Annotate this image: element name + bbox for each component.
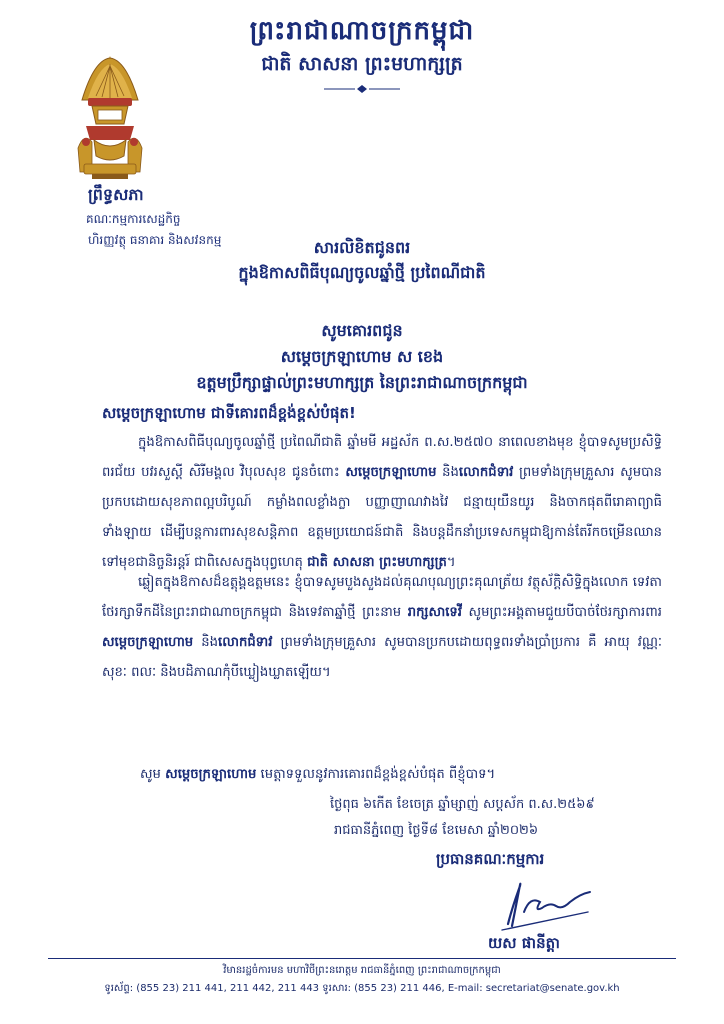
footer-address: វិមានរដ្ឋចំការមន មហាវិថីព្រះនរោត្តម រាជធានីភ្នំពេញ ព្រះរាជាណាចក្រកម្ពុជា [223, 965, 501, 976]
salutation: សម្តេចក្រឡាហោម ជាទីគោរពដ៏ខ្ពង់ខ្ពស់បំផុត! [102, 404, 356, 422]
org-name: ព្រឹទ្ធសភា [88, 185, 144, 204]
paragraph-2-text-d: និង [201, 635, 219, 650]
date-block [330, 792, 670, 844]
paragraph-2-text-e: ព្រមទាំងក្រុមគ្រួសារ សូមបានប្រកបដោយពុទ្ធពរទាំងប្រាំប្រការ គឺ អាយុ វណ្ណៈ សុខៈ ពលៈ និងបដិភាណកុំបីឃ្លៀងឃ្លាតឡើយ។ [102, 635, 663, 680]
paragraph-1-text-e: ។ [446, 555, 456, 570]
date-solar: រាជធានីភ្នំពេញ ថ្ងៃទី៨ ខែមេសា ឆ្នាំ២០២៦ [334, 823, 539, 838]
national-motto: ជាតិ សាសនា ព្រះមហាក្សត្រ [261, 53, 463, 75]
paragraph-2-bold-1: រាក្សសាទេវី [407, 605, 462, 620]
paragraph-2-text-c: សូមព្រះអង្គតាមជួយបីបាច់ថែរក្សាការពារ [468, 605, 662, 620]
committee-name: គណៈកម្មការសេដ្ឋកិច្ច [86, 212, 181, 226]
recipient-intro: សូមគោរពជូន [321, 321, 403, 340]
letter-title-occasion: ក្នុងឱកាសពិធីបុណ្យចូលឆ្នាំថ្មី ប្រពៃណីជាតិ [238, 263, 486, 282]
kingdom-title: ព្រះរាជាណាចក្រកម្ពុជា [249, 16, 475, 46]
footer-divider [48, 958, 676, 959]
paragraph-3 [140, 760, 670, 790]
paragraph-3-text-c: មេត្តាទទួលនូវការគោរពដ៏ខ្ពង់ខ្ពស់បំផុត ពីខ្ញុំបាទ។ [260, 767, 496, 782]
divider-ornament [322, 84, 402, 94]
paragraph-1-bold-1: សម្តេចក្រឡាហោម [345, 465, 437, 480]
paragraph-1-bold-3: ជាតិ សាសនា ព្រះមហាក្សត្រ [307, 555, 447, 570]
paragraph-1-text-c: និង [442, 465, 459, 480]
signer-title: ប្រធានគណៈកម្មការ [436, 850, 545, 868]
recipient-title: ឧត្តមប្រឹក្សាផ្ទាល់ព្រះមហាក្សត្រ នៃព្រះរាជាណាចក្រកម្ពុជា [196, 373, 528, 392]
senate-emblem [74, 52, 146, 180]
signer-name: យស ផានីត្តា [488, 934, 560, 952]
letter-title [0, 236, 724, 286]
paragraph-1-text-d: ព្រមទាំងក្រុមគ្រួសារ សូមបានប្រកបដោយសុខភាពល្អបរិបូណ៍ កម្លាំងពលខ្លាំងក្លា បញ្ញាញាណវាងវៃ ជន្មាយុយឺនយូរ និងចាកផុតពីរោគាព្យាធិទាំងឡាយ ដើម្បីបន្តការពារសុខសន្តិភាព ឧត្តមប្រយោជន៍ជាតិ និងបន្តដឹកនាំប្រទេសកម្ពុជាឱ្យកាន់តែរីកចម្រើនឈានទៅមុខជានិច្ចនិរន្តរ៍ ជាពិសេសក្នុងបុព្វហេតុ [102, 465, 662, 570]
paragraph-1 [102, 428, 662, 578]
paragraph-3-bold: សម្តេចក្រឡាហោម [165, 767, 257, 782]
letter-title-main: សារលិខិតជូនពរ [313, 238, 411, 257]
paragraph-3-text-a: សូម [140, 767, 161, 782]
recipient-block [0, 318, 724, 396]
paragraph-2-bold-3: លោកជំទាវ [218, 635, 273, 650]
paragraph-2-text-a: ឆ្លៀតក្នុងឱកាសដ៏ឧត្តុង្គឧត្តមនេះ ខ្ញុំបាទសូមបួងសួងដល់គុណបុណ្យព្រះគុណត្រ័យ វត្ថុស័ក្តិសិទ្ធិក្នុងលោក ទេវតាថែរក្សាទឹកដីនៃព្រះរាជាណាចក្រកម្ពុជា និងទេវតាឆ្នាំថ្មី ព្រះនាម [102, 575, 662, 620]
paragraph-1-text-a: ក្នុងឱកាសពិធីបុណ្យចូលឆ្នាំថ្មី ប្រពៃណីជាតិ ឆ្នាំមមី អដ្ឋស័ក ព.ស.២៥៧០ នាពេលខាងមុខ ខ្ញុំបាទសូមប្រសិទ្ធិពរជ័យ បវរសួស្តី សិរីមង្គល វិបុលសុខ ជូនចំពោះ [102, 435, 662, 480]
recipient-name: សម្តេចក្រឡាហោម ស ខេង [280, 347, 444, 366]
footer-contact: ទូរស័ព្ទ: (855 23) 211 441, 211 442, 211 443 ទូរសារ: (855 23) 211 446, E-mail: secretariat@senate.gov.kh [104, 983, 620, 994]
footer [0, 962, 724, 998]
paragraph-2-bold-2: សម្តេចក្រឡាហោម [102, 635, 194, 650]
paragraph-1-bold-2: លោកជំទាវ [458, 465, 514, 480]
date-lunar: ថ្ងៃពុធ ៦កើត ខែចេត្រ ឆ្នាំម្សាញ់ សប្តស័ក ព.ស.២៥៦៩ [330, 797, 595, 812]
signature [490, 872, 600, 936]
committee-scope: ហិរញ្ញវត្ថុ ធនាគារ និងសវនកម្ម [88, 233, 222, 247]
paragraph-2 [102, 568, 662, 688]
